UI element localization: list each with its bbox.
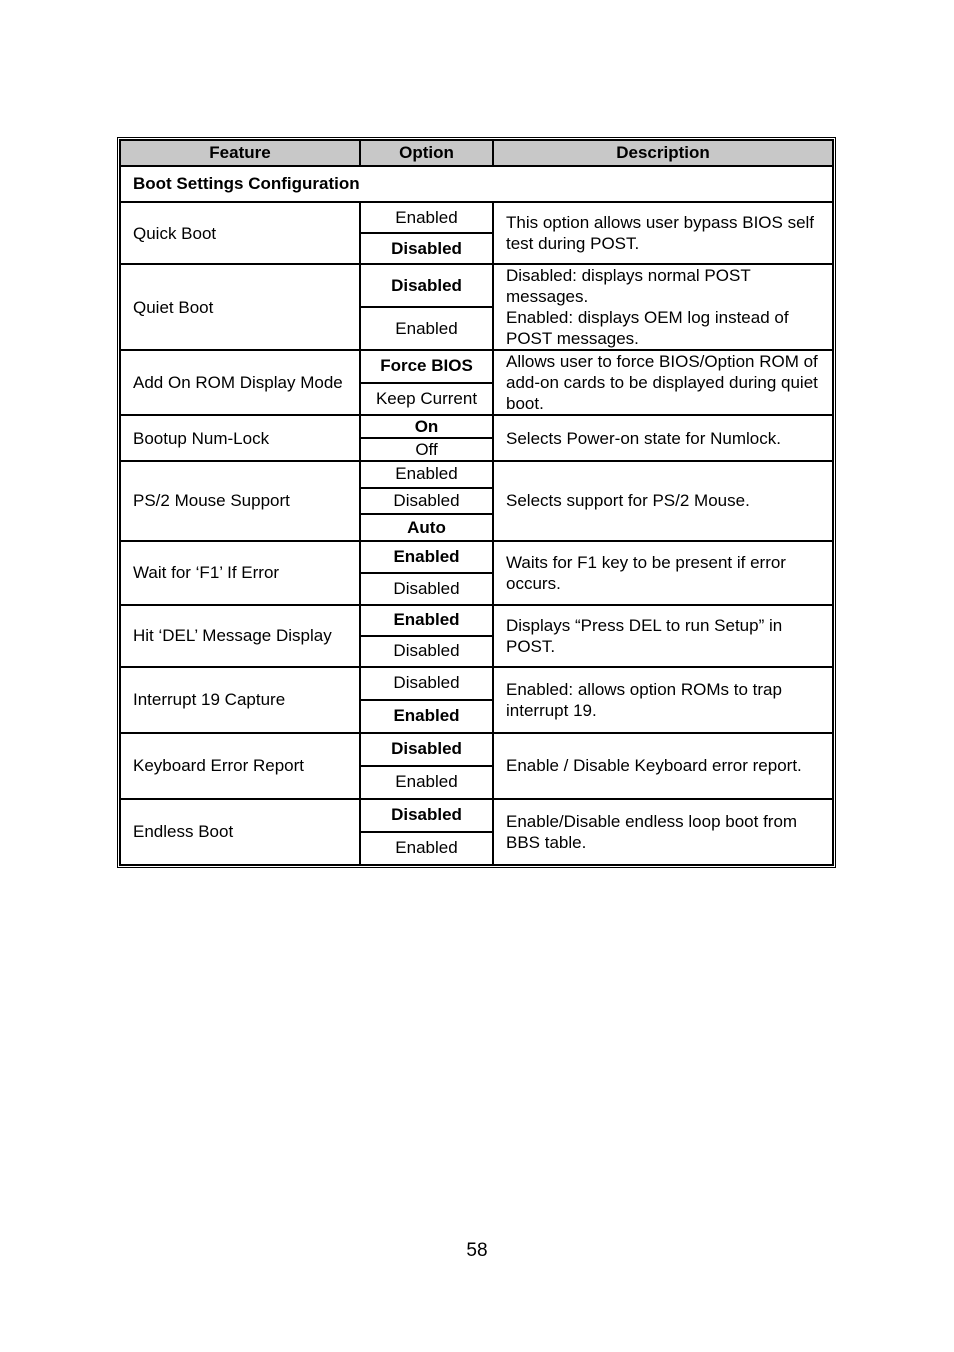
- option-cell-default: Disabled: [360, 233, 493, 264]
- option-cell-default: Disabled: [360, 264, 493, 307]
- header-feature: Feature: [120, 140, 360, 166]
- option-cell-default: Enabled: [360, 700, 493, 733]
- option-cell: Enabled: [360, 766, 493, 799]
- feature-cell: Quick Boot: [120, 202, 360, 264]
- feature-cell: Wait for ‘F1’ If Error: [120, 541, 360, 605]
- option-cell-default: Enabled: [360, 605, 493, 636]
- section-row: [120, 166, 833, 202]
- feature-cell: Bootup Num-Lock: [120, 415, 360, 461]
- table-row: [120, 799, 833, 832]
- option-cell-default: On: [360, 415, 493, 438]
- option-cell-default: Force BIOS: [360, 350, 493, 383]
- feature-cell: Quiet Boot: [120, 264, 360, 350]
- feature-cell: Add On ROM Display Mode: [120, 350, 360, 415]
- option-cell: Disabled: [360, 573, 493, 605]
- description-cell: Waits for F1 key to be present if error occurs.: [493, 541, 833, 605]
- boot-settings-table: [117, 137, 836, 868]
- option-cell: Enabled: [360, 202, 493, 233]
- option-cell-default: Disabled: [360, 799, 493, 832]
- description-cell: Selects Power-on state for Numlock.: [493, 415, 833, 461]
- table-header-row: [120, 140, 833, 166]
- table-row: [120, 461, 833, 488]
- option-cell: Enabled: [360, 307, 493, 350]
- description-cell: Allows user to force BIOS/Option ROM of add-on cards to be displayed during quiet boot.: [493, 350, 833, 415]
- option-cell: Off: [360, 438, 493, 461]
- feature-cell: Endless Boot: [120, 799, 360, 865]
- feature-cell: Keyboard Error Report: [120, 733, 360, 799]
- table-row: [120, 605, 833, 636]
- table-row: [120, 541, 833, 573]
- table-row: [120, 350, 833, 383]
- page-number: 58: [466, 1240, 488, 1261]
- option-cell: Enabled: [360, 461, 493, 488]
- feature-cell: Hit ‘DEL’ Message Display: [120, 605, 360, 667]
- description-cell: Displays “Press DEL to run Setup” in POST.: [493, 605, 833, 667]
- option-cell: Disabled: [360, 636, 493, 667]
- description-cell: Selects support for PS/2 Mouse.: [493, 461, 833, 541]
- description-cell: Enable/Disable endless loop boot from BBS table.: [493, 799, 833, 865]
- option-cell-default: Disabled: [360, 733, 493, 766]
- description-cell: Enable / Disable Keyboard error report.: [493, 733, 833, 799]
- table-row: [120, 667, 833, 700]
- header-option: Option: [360, 140, 493, 166]
- description-cell: Enabled: allows option ROMs to trap interrupt 19.: [493, 667, 833, 733]
- option-cell: Disabled: [360, 488, 493, 515]
- description-cell: Disabled: displays normal POST messages. Enabled: displays OEM log instead of POST messages.: [493, 264, 833, 350]
- table-row: [120, 202, 833, 233]
- description-cell: This option allows user bypass BIOS self test during POST.: [493, 202, 833, 264]
- option-cell: Keep Current: [360, 383, 493, 416]
- feature-cell: PS/2 Mouse Support: [120, 461, 360, 541]
- feature-cell: Interrupt 19 Capture: [120, 667, 360, 733]
- option-cell: Disabled: [360, 667, 493, 700]
- table-row: [120, 733, 833, 766]
- option-cell: Enabled: [360, 832, 493, 865]
- header-description: Description: [493, 140, 833, 166]
- table-row: [120, 415, 833, 438]
- table-row: [120, 264, 833, 307]
- option-cell-default: Auto: [360, 514, 493, 541]
- section-title: Boot Settings Configuration: [120, 166, 833, 202]
- option-cell-default: Enabled: [360, 541, 493, 573]
